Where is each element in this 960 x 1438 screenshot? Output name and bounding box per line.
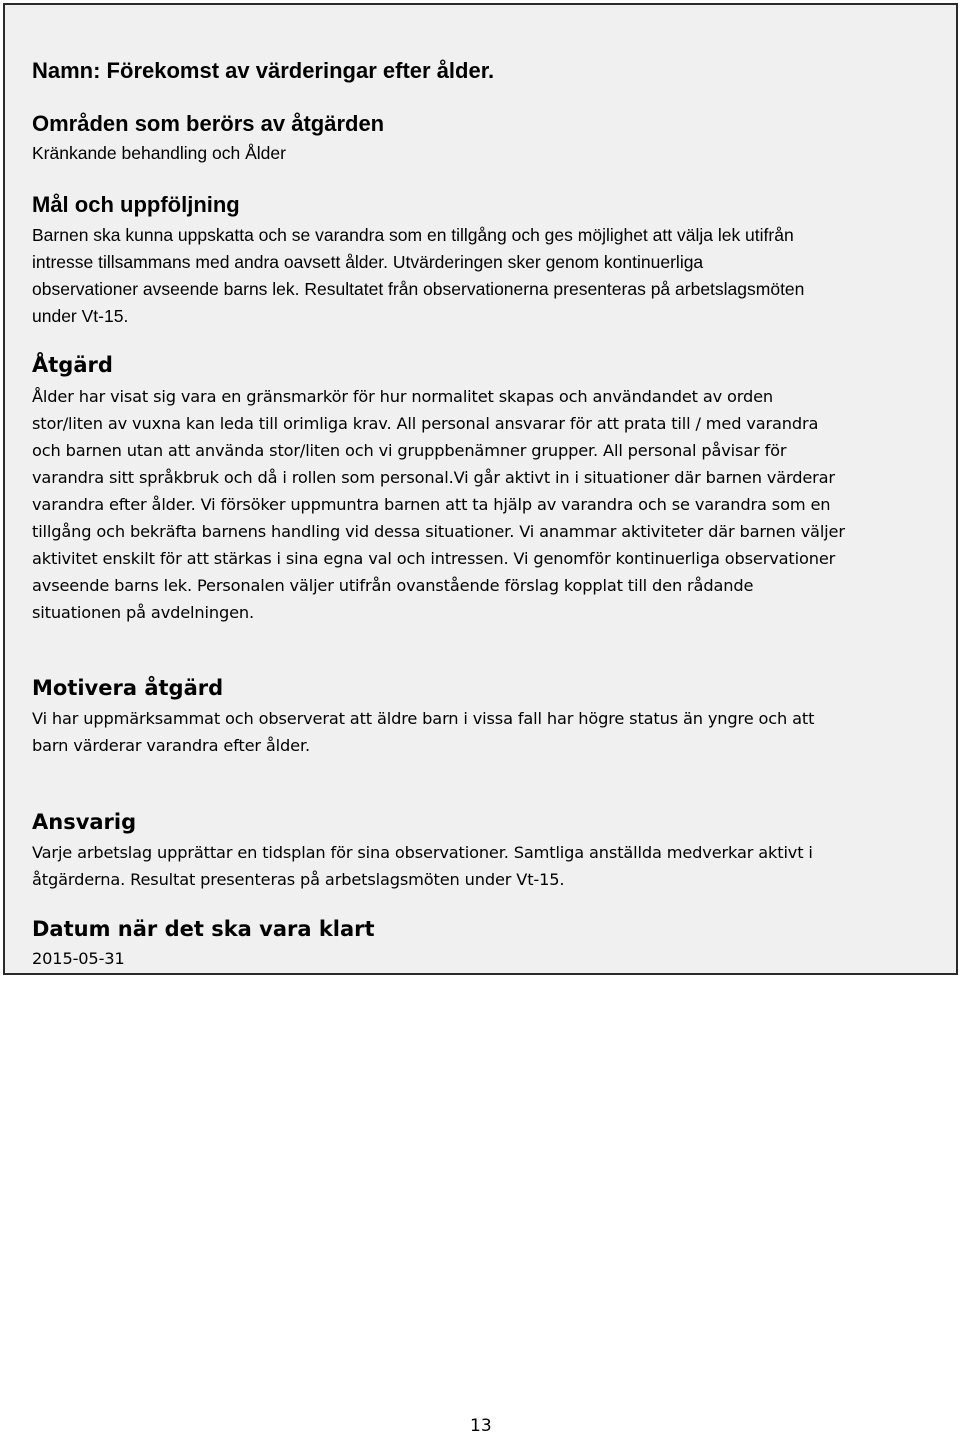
action-line: stor/liten av vuxna kan leda till orimliga krav. All personal ansvarar för att prata till / med varandra [32,414,819,433]
action-plan-box [3,3,958,975]
action-line: avseende barns lek. Personalen väljer utifrån ovanstående förslag kopplat till den rådande [32,576,754,595]
motivate-heading: Motivera åtgärd [32,676,224,700]
action-line: situationen på avdelningen. [32,603,255,622]
motivate-line: Vi har uppmärksammat och observerat att äldre barn i vissa fall har högre status än yngre och att [32,709,815,728]
date-value: 2015-05-31 [32,949,125,968]
responsible-line: åtgärderna. Resultat presenteras på arbetslagsmöten under Vt-15. [32,870,565,889]
action-text [32,383,845,626]
goals-line: observationer avseende barns lek. Resultatet från observationerna presenteras på arbetslagsmöten [32,279,805,299]
goals-line: under Vt-15. [32,306,129,326]
date-heading: Datum när det ska vara klart [32,917,375,941]
action-line: Ålder har visat sig vara en gränsmarkör för hur normalitet skapas och användandet av orden [32,387,774,406]
action-line: varandra efter ålder. Vi försöker uppmuntra barnen att ta hjälp av varandra och se varandra som en [32,495,831,514]
action-line: och barnen utan att använda stor/liten och vi gruppbenämner grupper. All personal påvisar för [32,441,787,460]
areas-heading: Områden som berörs av åtgärden [32,111,385,136]
areas-text: Kränkande behandling och Ålder [32,143,286,163]
motivate-line: barn värderar varandra efter ålder. [32,736,310,755]
responsible-text [32,839,813,893]
responsible-line: Varje arbetslag upprättar en tidsplan för sina observationer. Samtliga anställda medverkar aktivt i [32,843,813,862]
action-heading: Åtgärd [32,353,113,377]
action-line: varandra sitt språkbruk och då i rollen som personal.Vi går aktivt in i situationer där barnen värderar [32,468,835,487]
goals-line: Barnen ska kunna uppskatta och se varandra som en tillgång och ges möjlighet att välja lek utifrån [32,225,794,245]
goals-heading: Mål och uppföljning [32,192,240,217]
action-line: aktivitet enskilt för att stärkas i sina egna val och intressen. Vi genomför kontinuerliga observationer [32,549,836,568]
action-line: tillgång och bekräfta barnens handling vid dessa situationer. Vi anammar aktiviteter där barnen väljer [32,522,845,541]
goals-line: intresse tillsammans med andra oavsett ålder. Utvärderingen sker genom kontinuerliga [32,252,704,272]
page-number: 13 [470,1416,492,1436]
responsible-heading: Ansvarig [32,810,137,834]
name-heading: Namn: Förekomst av värderingar efter ålder. [32,58,495,83]
goals-text [32,222,804,330]
motivate-text [32,705,814,759]
